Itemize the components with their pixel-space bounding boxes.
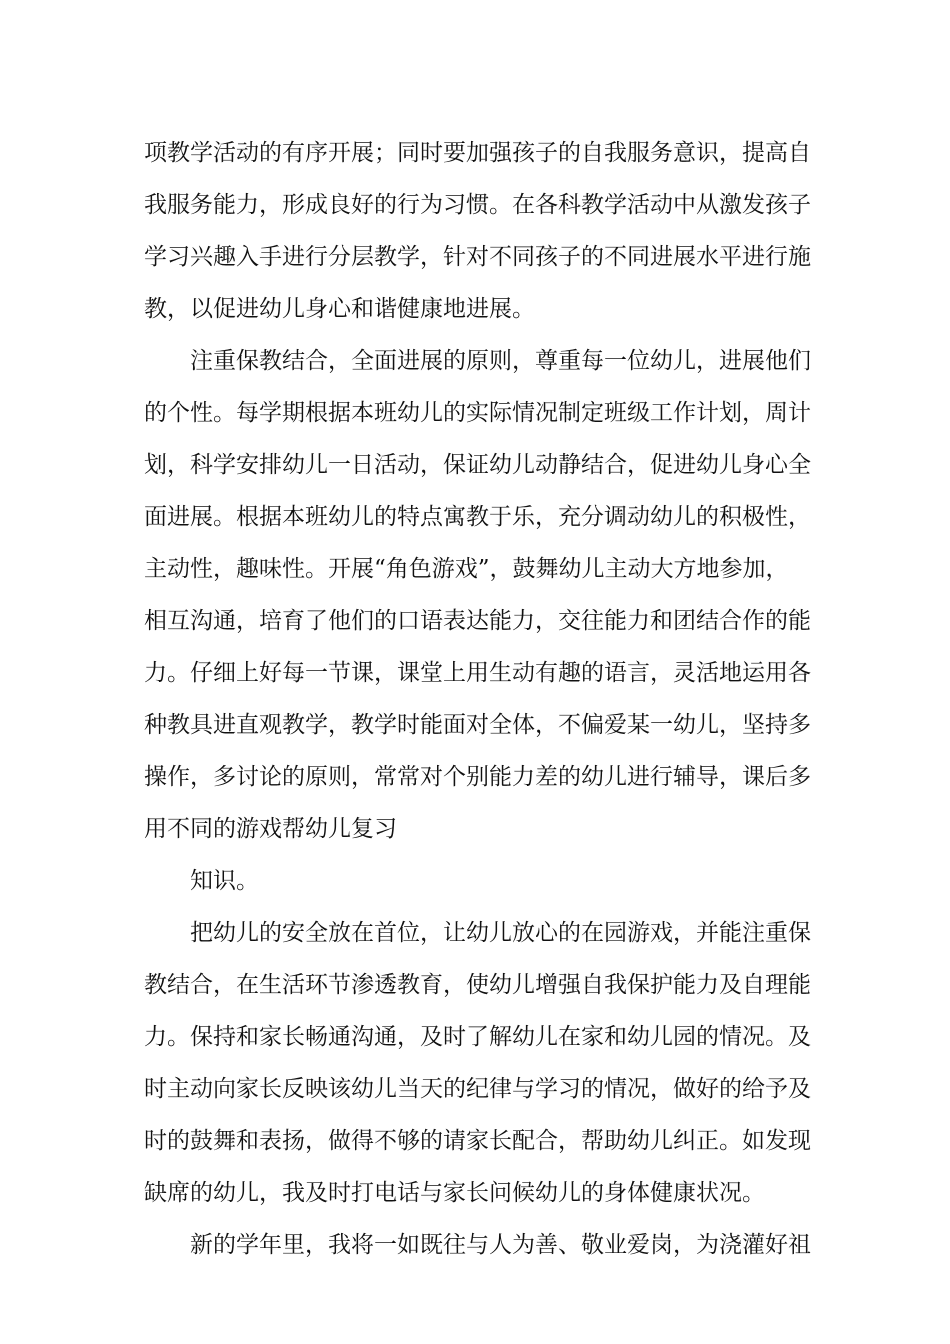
text-line: 教结合，在生活环节渗透教育，使幼儿增强自我保护能力及自理能	[144, 972, 811, 998]
text-line: 学习兴趣入手进行分层教学，针对不同孩子的不同进展水平进行施	[144, 244, 811, 270]
text-line: 划，科学安排幼儿一日活动，保证幼儿动静结合，促进幼儿身心全	[144, 452, 811, 478]
paragraph-first-line: 注重保教结合，全面进展的原则，尊重每一位幼儿，进展他们	[190, 348, 811, 374]
text-line: 项教学活动的有序开展；同时要加强孩子的自我服务意识，提高自	[144, 140, 811, 166]
text-line: 教，以促进幼儿身心和谐健康地进展。	[144, 296, 535, 322]
text-line: 我服务能力，形成良好的行为习惯。在各科教学活动中从激发孩子	[144, 192, 811, 218]
text-line: 时主动向家长反映该幼儿当天的纪律与学习的情况，做好的给予及	[144, 1076, 811, 1102]
text-line: 的个性。每学期根据本班幼儿的实际情况制定班级工作计划，周计	[144, 400, 811, 426]
text-line: 主动性，趣味性。开展“角色游戏”，鼓舞幼儿主动大方地参加，	[144, 556, 789, 582]
text-line: 种教具进直观教学，教学时能面对全体，不偏爱某一幼儿，坚持多	[144, 712, 811, 738]
text-line: 时的鼓舞和表扬，做得不够的请家长配合，帮助幼儿纠正。如发现	[144, 1128, 811, 1154]
text-line: 相互沟通，培育了他们的口语表达能力，交往能力和团结合作的能	[144, 608, 811, 634]
paragraph-first-line: 新的学年里，我将一如既往与人为善、敬业爱岗，为浇灌好祖	[190, 1232, 811, 1258]
text-line: 力。保持和家长畅通沟通，及时了解幼儿在家和幼儿园的情况。及	[144, 1024, 811, 1050]
text-line: 用不同的游戏帮幼儿复习	[144, 816, 397, 842]
paragraph-first-line: 知识。	[190, 868, 259, 894]
paragraph-first-line: 把幼儿的安全放在首位，让幼儿放心的在园游戏，并能注重保	[190, 920, 811, 946]
text-line: 面进展。根据本班幼儿的特点寓教于乐，充分调动幼儿的积极性，	[144, 504, 811, 530]
document-body	[144, 127, 816, 1271]
text-line: 缺席的幼儿，我及时打电话与家长问候幼儿的身体健康状况。	[144, 1180, 765, 1206]
text-line: 力。仔细上好每一节课，课堂上用生动有趣的语言，灵活地运用各	[144, 660, 811, 686]
text-line: 操作，多讨论的原则，常常对个别能力差的幼儿进行辅导，课后多	[144, 764, 811, 790]
